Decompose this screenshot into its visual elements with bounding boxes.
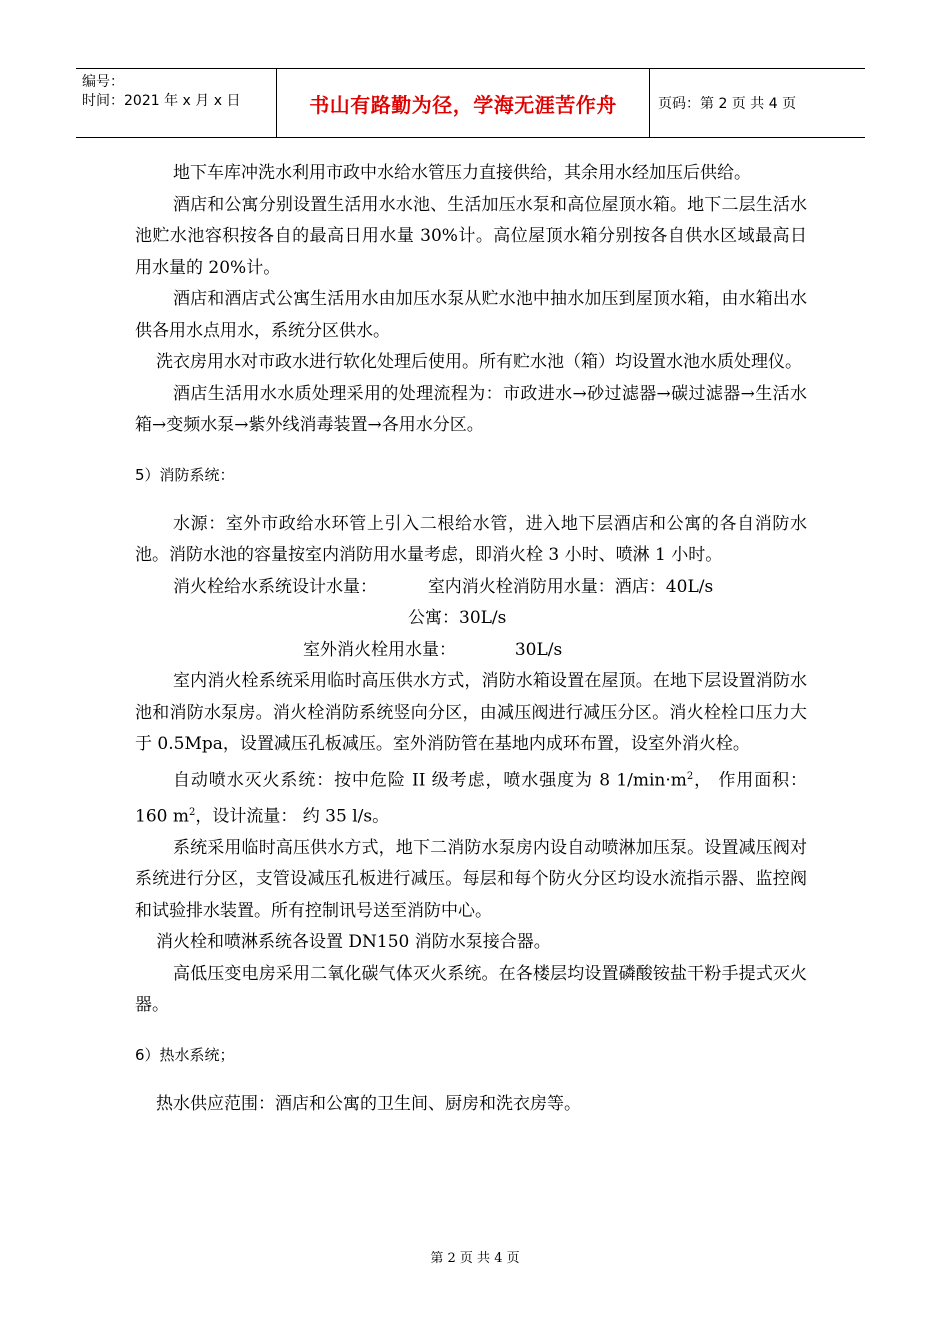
sprinkler-text-a: 自动喷水灭火系统：按中危险 II 级考虑，喷水强度为 8 1/min·m xyxy=(173,770,687,791)
header-page-info: 页码：第 2 页 共 4 页 xyxy=(658,96,797,112)
paragraph xyxy=(135,635,807,667)
time-label: 时间：2021 年 x 月 x 日 xyxy=(82,93,241,109)
paragraph: 酒店生活用水水质处理采用的处理流程为：市政进水→砂过滤器→碳过滤器→生活水箱→变频水泵→紫外线消毒装置→各用水分区。 xyxy=(135,383,807,435)
paragraph: 系统采用临时高压供水方式，地下二消防水泵房内设自动喷淋加压泵。设置减压阀对系统进行分区，支管设减压孔板进行减压。每层和每个防火分区均设水流指示器、监控阀和试验排水装置。所有控制讯号送至消防中心。 xyxy=(135,837,807,921)
paragraph: 酒店和公寓分别设置生活用水水池、生活加压水泵和高位屋顶水箱。地下二层生活水池贮水池容积按各自的最高日用水量 30%计。高位屋顶水箱分别按各自供水区域最高日用水量的 20%计。 xyxy=(135,194,807,278)
paragraph: 酒店和酒店式公寓生活用水由加压水泵从贮水池中抽水加压到屋顶水箱，由水箱出水供各用水点用水，系统分区供水。 xyxy=(135,289,807,341)
superscript: 2 xyxy=(686,770,694,782)
paragraph: 室内消火栓系统采用临时高压供水方式，消防水箱设置在屋顶。在地下层设置消防水池和消防水泵房。消火栓消防系统竖向分区，由减压阀进行减压分区。消火栓栓口压力大于 0.5Mpa，设置减压孔板减压。室外消防管在基地内成环布置，设室外消火栓。 xyxy=(135,671,807,754)
page-header xyxy=(76,68,865,138)
outdoor-hydrant-value: 30L/s xyxy=(514,639,563,660)
number-label: 编号： xyxy=(82,74,124,90)
sprinkler-text-b: ， 作用面积： 160 m xyxy=(135,770,808,827)
header-motto: 书山有路勤为径，学海无涯苦作舟 xyxy=(277,69,650,137)
apartment-value: 公寓：30L/s xyxy=(408,608,507,628)
paragraph: 水源：室外市政给水环管上引入二根给水管，进入地下层酒店和公寓的各自消防水池。消防水池的容量按室内消防用水量考虑，即消火栓 3 小时、喷淋 1 小时。 xyxy=(135,513,807,565)
paragraph xyxy=(135,761,807,833)
hydrant-design-label: 消火栓给水系统设计水量： xyxy=(173,576,377,597)
superscript: 2 xyxy=(188,806,196,818)
page-footer: 第 2 页 共 4 页 xyxy=(430,1251,520,1266)
sprinkler-text-c: ，设计流量： 约 35 l/s。 xyxy=(195,806,390,827)
paragraph: 洗衣房用水对市政水进行软化处理后使用。所有贮水池（箱）均设置水池水质处理仪。 xyxy=(156,352,802,372)
outdoor-hydrant-label: 室外消火栓用水量： xyxy=(303,639,456,660)
paragraph: 消火栓和喷淋系统各设置 DN150 消防水泵接合器。 xyxy=(156,932,551,953)
header-meta xyxy=(76,69,277,137)
section-heading-fire: 5）消防系统： xyxy=(135,465,235,484)
paragraph: 热水供应范围：酒店和公寓的卫生间、厨房和洗衣房等。 xyxy=(156,1093,581,1114)
document-body xyxy=(135,158,807,1120)
paragraph: 地下车库冲洗水利用市政中水给水管压力直接供给，其余用水经加压后供给。 xyxy=(173,163,751,183)
hydrant-indoor-value: 室内消火栓消防用水量：酒店：40L/s xyxy=(427,576,714,597)
section-heading-hotwater: 6）热水系统； xyxy=(135,1045,235,1064)
paragraph xyxy=(135,572,807,604)
paragraph: 高低压变电房采用二氧化碳气体灭火系统。在各楼层均设置磷酸铵盐干粉手提式灭火器。 xyxy=(135,963,807,1016)
